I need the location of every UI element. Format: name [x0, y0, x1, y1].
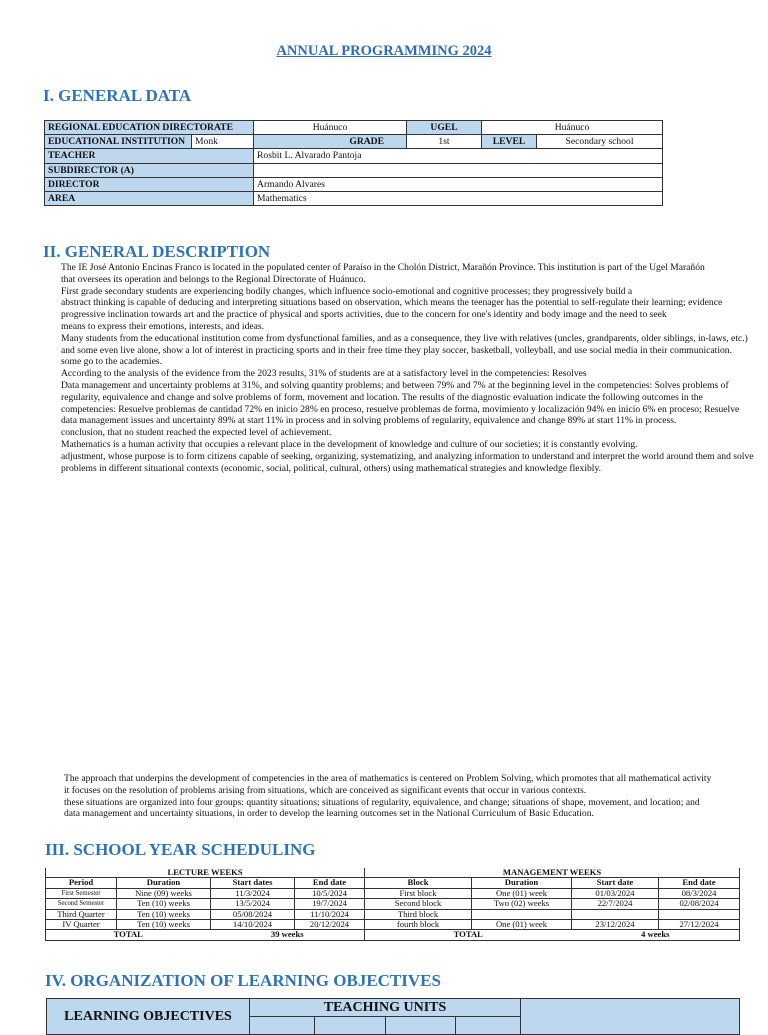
description-line: data management issues and uncertainty 89% at start 11% in process and in solving problems of regularity, equivalence and change 89% at start 11% in process.	[61, 415, 677, 427]
table-row	[45, 135, 663, 149]
directorate-value: Huánuco	[254, 121, 407, 135]
approach-line: these situations are organized into four groups: quantity situations; situations of regularity, equivalence, and change; situations of shape, movement, and location; and	[64, 796, 700, 808]
subdirector-value	[254, 163, 663, 177]
total-label-management: TOTAL	[365, 930, 572, 940]
table-cell: fourth block	[365, 920, 472, 930]
table-cell: 11/3/2024	[211, 888, 295, 898]
description-line: Mathematics is a human activity that occupies a relevant place in the development of knowledge and culture of our societies; it is constantly evolving.	[61, 438, 638, 450]
table-cell: 23/12/2024	[572, 920, 659, 930]
table-cell: Ten (10) weeks	[117, 920, 211, 930]
director-value: Armando Alvares	[254, 177, 663, 191]
table-cell: 10/5/2024	[295, 888, 365, 898]
approach-block	[64, 773, 754, 820]
approach-line: The approach that underpins the development of competencies in the area of mathematics is centered on Problem Solving, which promotes that all mathematical activity	[64, 773, 712, 784]
description-line: problems in different situational contexts (economic, social, political, cultural, others) using mathematical strategies and knowledge flexibly.	[61, 462, 602, 474]
area-value: Mathematics	[254, 191, 663, 205]
scheduling-heading: III. SCHOOL YEAR SCHEDULING	[45, 840, 316, 859]
column-header: Duration	[117, 878, 211, 888]
description-line: progressive inclination towards art and the practice of physical and sports activities, due to the concern for one's identity and body image and the need to seek	[61, 309, 667, 321]
lecture-weeks-header: LECTURE WEEKS	[46, 868, 365, 878]
table-cell: One (01) week	[472, 920, 572, 930]
management-weeks-header: MANAGEMENT WEEKS	[365, 868, 740, 878]
schedule-table	[45, 868, 740, 941]
table-cell: Third Quarter	[46, 909, 117, 919]
table-cell: 27/12/2024	[659, 920, 740, 930]
table-cell	[659, 909, 740, 919]
unit-subheader	[315, 1017, 386, 1035]
column-header: End date	[659, 878, 740, 888]
description-line: First grade secondary students are experiencing bodily changes, which influence socio-emotional and cognitive processes; they progressively build a	[61, 285, 633, 297]
table-cell: Ten (10) weeks	[117, 909, 211, 919]
teacher-value: Rosbit L. Alvarado Pantoja	[254, 149, 663, 163]
table-cell: Third block	[365, 909, 472, 919]
description-line: Data management and uncertainty problems at 31%, and solving quantity problems; and between 79% and 7% at the beginning level in the competencies: Solves problems of	[61, 379, 729, 391]
table-cell: 20/12/2024	[295, 920, 365, 930]
institution-label: EDUCATIONAL INSTITUTION	[45, 135, 192, 149]
description-line: adjustment, whose purpose is to form citizens capable of seeking, organizing, systematizing, and analyzing information to understand and interpret the world around them and solve	[61, 450, 754, 462]
description-line: and some even live alone, show a lot of interest in practicing sports and in their free time they play soccer, basketball, volleyball, and use social media in their communication.	[61, 344, 732, 356]
table-row	[45, 149, 663, 163]
table-cell: 11/10/2024	[295, 909, 365, 919]
description-line: According to the analysis of the evidence from the 2023 results, 31% of students are at a satisfactory level in the competencies: Resolves	[61, 368, 587, 380]
table-cell: Ten (10) weeks	[117, 899, 211, 909]
table-cell: 22/7/2024	[572, 899, 659, 909]
general-description-heading: II. GENERAL DESCRIPTION	[43, 242, 271, 261]
column-header: Period	[46, 878, 117, 888]
description-line: that oversees its operation and belongs to the Regional Directorate of Huánuco.	[61, 273, 366, 285]
grade-value: 1st	[407, 135, 482, 149]
total-label-lecture: TOTAL	[46, 930, 211, 940]
table-cell: One (01) week	[472, 888, 572, 898]
table-row	[46, 930, 740, 940]
table-row	[45, 191, 663, 205]
table-cell: 08/3/2024	[659, 888, 740, 898]
column-header: Start dates	[211, 878, 295, 888]
general-data-table	[44, 120, 663, 206]
table-cell: IV Quarter	[46, 920, 117, 930]
table-cell: First Semester	[46, 888, 117, 898]
table-cell: 13/5/2024	[211, 899, 295, 909]
table-cell: Two (02) weeks	[472, 899, 572, 909]
subdirector-label: SUBDIRECTOR (A)	[45, 163, 254, 177]
table-cell: Second Semester	[46, 899, 117, 909]
table-cell: 05/08/2024	[211, 909, 295, 919]
description-line: some go to the academies.	[61, 356, 162, 368]
directorate-label: REGIONAL EDUCATION DIRECTORATE	[45, 121, 254, 135]
table-row	[46, 888, 740, 898]
approach-line: it focuses on the resolution of problems arising from situations, which are conceived as significant events that occur in various contexts.	[64, 784, 587, 796]
ugel-label: UGEL	[407, 121, 482, 135]
table-cell	[572, 909, 659, 919]
approach-line: data management and uncertainty situations, in order to develop the learning outcomes set in the National Curriculum of Basic Education.	[64, 808, 594, 820]
teacher-label: TEACHER	[45, 149, 254, 163]
area-label: AREA	[45, 191, 254, 205]
table-row	[47, 999, 740, 1017]
table-row	[45, 177, 663, 191]
table-row	[46, 920, 740, 930]
description-line: Many students from the educational institution come from dysfunctional families, and as a consequence, they live with relatives (uncles, grandparents, older siblings, in-laws, etc.)	[61, 332, 748, 344]
description-line: regularity, equivalence and change and solve problems of form, movement and location. The results of the diagnostic evaluation indicate the following outcomes in the	[61, 391, 703, 403]
table-cell: 02/08/2024	[659, 899, 740, 909]
unit-subheader	[250, 1017, 315, 1035]
table-cell: 19/7/2024	[295, 899, 365, 909]
grade-label: GRADE	[254, 135, 407, 149]
learning-objectives-heading: IV. ORGANIZATION OF LEARNING OBJECTIVES	[45, 971, 441, 990]
column-header: End date	[295, 878, 365, 888]
table-row	[46, 878, 740, 888]
document-title: ANNUAL PROGRAMMING 2024	[276, 43, 492, 59]
column-header: Block	[365, 878, 472, 888]
general-data-heading: I. GENERAL DATA	[43, 86, 192, 105]
table-row	[46, 868, 740, 878]
description-line: means to express their emotions, interests, and ideas.	[61, 320, 265, 332]
total-value-management: 4 weeks	[572, 930, 740, 940]
description-line: The IE José Antonio Encinas Franco is located in the populated center of Paraíso in the Cholón District, Marañón Province. This institution is part of the Ugel Marañón	[61, 262, 705, 273]
column-header: Start date	[572, 878, 659, 888]
table-cell: 01/03/2024	[572, 888, 659, 898]
description-line: competencies: Resuelve problemas de cantidad 72% en inicio 28% en proceso, resuelve problemas de forma, movimiento y localización 94% en inicio 6% en proceso; Resuelve	[61, 403, 740, 415]
level-value: Secondary school	[537, 135, 663, 149]
director-label: DIRECTOR	[45, 177, 254, 191]
learning-objectives-header: LEARNING OBJECTIVES	[47, 999, 250, 1035]
unit-subheader	[386, 1017, 456, 1035]
description-line: abstract thinking is capable of deducing and interpreting situations based on observation, which means the teenager has the potential to self-regulate their learning; evidence	[61, 297, 723, 309]
table-cell: Nine (09) weeks	[117, 888, 211, 898]
learning-objectives-table	[46, 998, 740, 1035]
table-row	[46, 899, 740, 909]
table-cell: 14/10/2024	[211, 920, 295, 930]
level-label: LEVEL	[482, 135, 537, 149]
description-block	[61, 262, 768, 474]
column-header: Duration	[472, 878, 572, 888]
table-row	[45, 121, 663, 135]
total-value-lecture: 39 weeks	[211, 930, 365, 940]
table-row	[45, 163, 663, 177]
table-cell: First block	[365, 888, 472, 898]
teaching-units-header: TEACHING UNITS	[250, 999, 521, 1017]
table-cell	[472, 909, 572, 919]
table-row	[46, 909, 740, 919]
description-line: conclusion, that no student reached the expected level of achievement.	[61, 427, 332, 439]
ugel-value: Huánuco	[482, 121, 663, 135]
institution-value: Monk	[192, 135, 254, 149]
extra-header-cell	[521, 999, 740, 1035]
table-cell: Second block	[365, 899, 472, 909]
unit-subheader	[456, 1017, 521, 1035]
